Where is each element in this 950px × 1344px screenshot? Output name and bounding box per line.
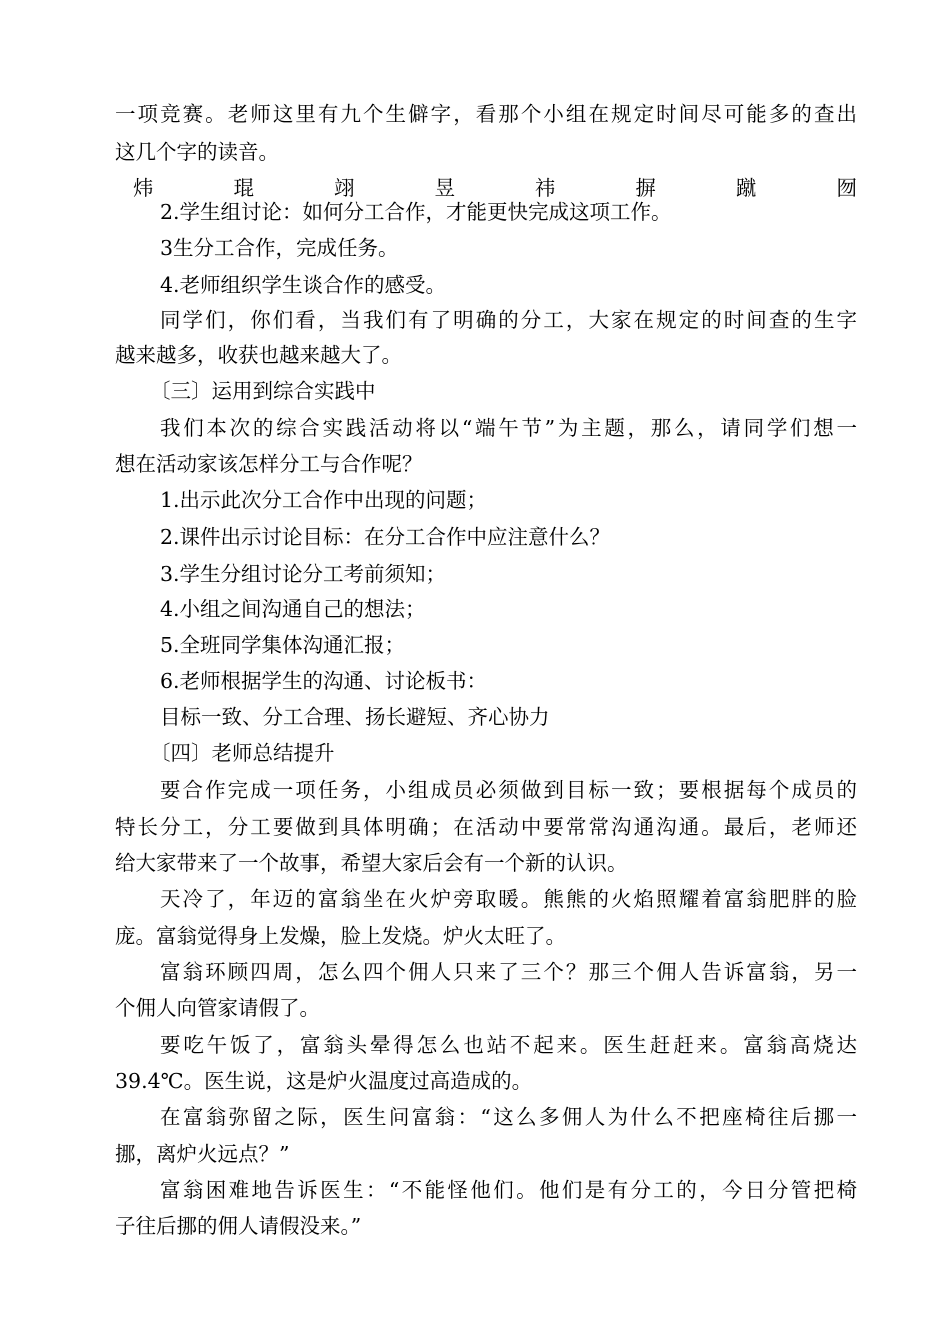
paragraph-line: 同学们，你们看，当我们有了明确的分工，大家在规定的时间查的生字 (160, 308, 857, 332)
list-item: 3.学生分组讨论分工考前须知； (160, 562, 447, 586)
rare-char: 囫 (836, 176, 857, 200)
section-heading: 〔三〕运用到综合实践中 (150, 379, 376, 403)
list-item: 5.全班同学集体沟通汇报； (160, 633, 406, 657)
section-heading: 〔四〕老师总结提升 (150, 741, 335, 765)
paragraph-line: 富翁环顾四周，怎么四个佣人只来了三个？那三个佣人告诉富翁，另一 (160, 960, 857, 984)
rare-char: 祎 (535, 176, 556, 200)
list-item: 3生分工合作，完成任务。 (160, 236, 399, 260)
paragraph-line: 庞。富翁觉得身上发燥，脸上发烧。炉火太旺了。 (115, 924, 566, 948)
paragraph-line: 特长分工，分工要做到具体明确；在活动中要常常沟通沟通。最后，老师还 (115, 815, 857, 839)
paragraph-line: 一项竞赛。老师这里有九个生僻字，看那个小组在规定时间尽可能多的查出 (115, 102, 857, 126)
paragraph-line: 子往后挪的佣人请假没来。” (115, 1214, 362, 1238)
paragraph-line: 39.4℃。医生说，这是炉火温度过高造成的。 (115, 1069, 533, 1093)
paragraph-line: 富翁困难地告诉医生：“不能怪他们。他们是有分工的，今日分管把椅 (160, 1178, 857, 1202)
list-item: 6.老师根据学生的沟通、讨论板书： (160, 669, 488, 693)
paragraph-line: 给大家带来了一个故事，希望大家后会有一个新的认识。 (115, 851, 628, 875)
rare-char: 昱 (434, 176, 455, 200)
paragraph-line: 挪，离炉火远点？” (115, 1142, 290, 1166)
rare-char: 翊 (334, 176, 355, 200)
paragraph-line: 越来越多，收获也越来越大了。 (115, 343, 402, 367)
paragraph-line: 个佣人向管家请假了。 (115, 996, 320, 1020)
paragraph-line: 要合作完成一项任务，小组成员必须做到目标一致；要根据每个成员的 (160, 778, 857, 802)
paragraph-line: 想在活动家该怎样分工与合作呢？ (115, 452, 423, 476)
rare-char: 蹴 (736, 176, 757, 200)
rare-char: 琨 (233, 176, 254, 200)
paragraph-line: 我们本次的综合实践活动将以“端午节”为主题，那么，请同学们想一 (160, 416, 857, 440)
paragraph-line: 天冷了，年迈的富翁坐在火炉旁取暖。熊熊的火焰照耀着富翁肥胖的脸 (160, 887, 857, 911)
rare-char: 摒 (635, 176, 656, 200)
list-item: 2.学生组讨论：如何分工合作，才能更快完成这项工作。 (160, 200, 672, 224)
list-item: 1.出示此次分工合作中出现的问题； (160, 488, 488, 512)
paragraph-line: 在富翁弥留之际，医生问富翁：“这么多佣人为什么不把座椅往后挪一 (160, 1105, 857, 1129)
paragraph-line: 这几个字的读音。 (115, 140, 279, 164)
rare-characters-row (115, 176, 857, 200)
rare-char: 炜 (133, 176, 154, 200)
board-summary: 目标一致、分工合理、扬长避短、齐心协力 (160, 705, 550, 729)
list-item: 2.课件出示讨论目标：在分工合作中应注意什么？ (160, 525, 611, 549)
list-item: 4.小组之间沟通自己的想法； (160, 597, 426, 621)
paragraph-line: 要吃午饭了，富翁头晕得怎么也站不起来。医生赶赶来。富翁高烧达 (160, 1033, 857, 1057)
list-item: 4.老师组织学生谈合作的感受。 (160, 273, 447, 297)
